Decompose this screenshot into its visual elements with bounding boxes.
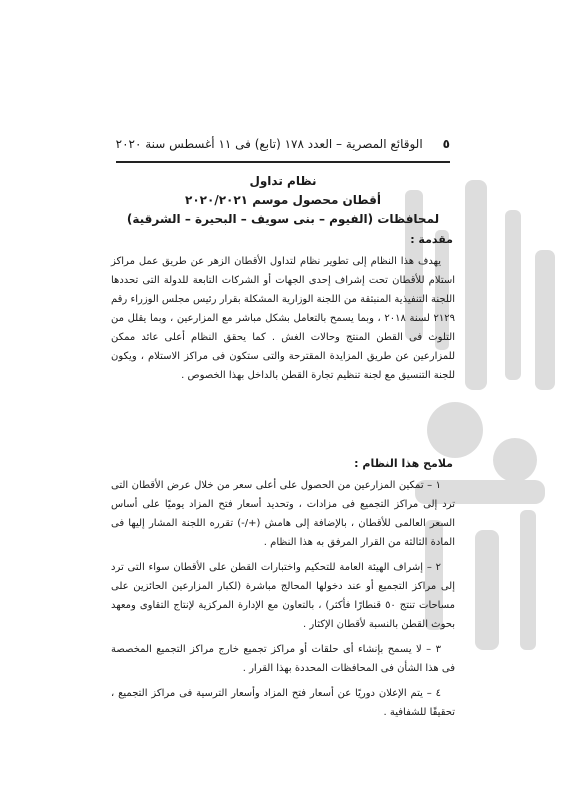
features-heading: ملامح هذا النظام : bbox=[354, 457, 453, 470]
running-title: الوقائع المصرية – العدد ١٧٨ (تابع) فى ١١ أغسطس سنة ٢٠٢٠ bbox=[115, 137, 423, 151]
feature-item-2: ٢ – إشراف الهيئة العامة للتحكيم واختبارات القطن على الأقطان سواء التى ترد إلى مراكز التجميع أو عند دخولها المحالج مباشرة (لكبار المزارعين الحائزين على مساحات تنتج ٥٠ قنطارًا فأكثر) ، بالتعاون مع الإدارة المركزية لإنتاج التقاوى ومعهد بحوث القطن بالنسبة لأقطان الإكثار . bbox=[111, 562, 455, 630]
title-line-2: أقطان محصول موسم ٢٠٢٠/٢٠٢١ bbox=[185, 193, 381, 207]
title-line-3: لمحافظات (الفيوم – بنى سويف – البحيرة – الشرقية) bbox=[126, 212, 440, 226]
intro-paragraph: يهدف هذا النظام إلى تطوير نظام لتداول الأقطان الزهر عن طريق عمل مراكز استلام للأقطان تحت إشراف إحدى الجهات أو الشركات التابعة للدولة التى تحددها اللجنة التنفيذية المنبثقة من اللجنة الوزارية المشكلة بقرار رئيس مجلس الوزراء رقم ٢١٢٩ لسنة ٢٠١٨ ، وبما يسمح بالتعامل بشكل مباشر مع المزارعين ، وبما يقلل من التلوث فى القطن المنتج وحالات الغش . كما يحقق النظام أعلى عائد ممكن للمزارعين عن طريق المزايدة المقترحة والتى ستكون فى مراكز الاستلام ، ويكون للجنة التنسيق مع لجنة تنظيم تجارة القطن بالداخل بهذا الخصوص . bbox=[111, 256, 455, 381]
feature-item-4: ٤ – يتم الإعلان دوريًا عن أسعار فتح المزاد وأسعار الترسية فى مراكز التجميع ، تحقيقًا للشفافية . bbox=[111, 688, 455, 718]
page-header bbox=[116, 134, 450, 154]
document-title bbox=[116, 172, 450, 229]
header-rule bbox=[116, 161, 450, 163]
title-line-1: نظام تداول bbox=[249, 174, 317, 188]
page-number: ٥ bbox=[442, 137, 450, 151]
intro-section bbox=[111, 252, 455, 391]
intro-heading: مقدمة : bbox=[410, 233, 453, 246]
features-list bbox=[111, 476, 455, 728]
feature-item-3: ٣ – لا يسمح بإنشاء أى حلقات أو مراكز تجميع خارج مراكز التجميع المخصصة فى هذا الشأن فى المحافظات المحددة بهذا القرار . bbox=[111, 644, 455, 674]
feature-item-1: ١ – تمكين المزارعين من الحصول على أعلى سعر من خلال عرض الأقطان التى ترد إلى مراكز التجميع فى مزادات ، وتحديد أسعار فتح المزاد يوميًا على أساس السعر العالمى للأقطان ، بالإضافة إلى هامش (+/-) تقرره اللجنة المشار إليها فى المادة الثالثة من القرار المرفق به هذا النظام . bbox=[111, 480, 455, 548]
